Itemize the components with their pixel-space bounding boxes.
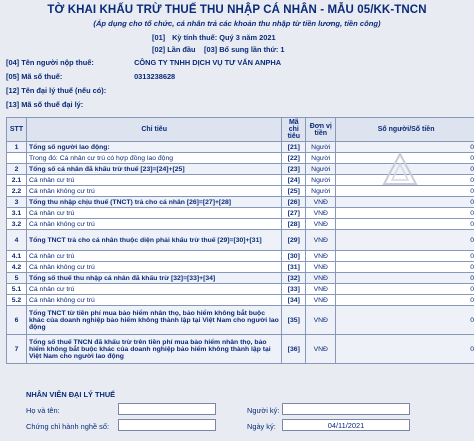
row-stt: 4 [7, 230, 27, 251]
table-row [7, 208, 474, 219]
first-code: [02] [152, 45, 166, 54]
row-code: [26] [282, 197, 306, 208]
row-stt: 4.1 [7, 251, 27, 262]
table-row [7, 230, 474, 251]
agent-tax-id-code: [13] [6, 100, 20, 109]
row-unit: Người [306, 153, 336, 164]
row-stt: 6 [7, 306, 27, 335]
row-indicator: Cá nhân cư trú [26, 284, 281, 295]
row-value-input[interactable]: 0 [336, 197, 474, 208]
first-label: Lần đầu [167, 45, 196, 54]
row-indicator: Cá nhân không cư trú [26, 186, 281, 197]
row-unit: Người [306, 142, 336, 153]
sign-date-input[interactable] [282, 419, 410, 431]
header-value: Số người/Số tiền [336, 118, 474, 142]
row-value-input[interactable]: 0 [336, 142, 474, 153]
row-unit: VNĐ [306, 230, 336, 251]
row-unit: VNĐ [306, 197, 336, 208]
row-value-input[interactable]: 0 [336, 186, 474, 197]
row-code: [24] [282, 175, 306, 186]
row-value-input[interactable]: 0 [336, 219, 474, 230]
row-stt: 4.2 [7, 262, 27, 273]
row-stt: 2.1 [7, 175, 27, 186]
table-row [7, 262, 474, 273]
row-value-input[interactable]: 0 [336, 175, 474, 186]
row-stt: 5.1 [7, 284, 27, 295]
table-row [7, 164, 474, 175]
row-value-input[interactable]: 0 [336, 208, 474, 219]
row-unit: Người [306, 175, 336, 186]
sign-date-value: 04/11/2021 [327, 421, 365, 430]
row-unit: VNĐ [306, 335, 336, 364]
row-indicator: Tổng số thuế TNCN đã khấu trừ trên tiền phí mua bảo hiểm nhân thọ, bảo hiểm không bắt buộc khác của doanh nghiệp bảo hiểm không thành lập tại Việt Nam cho người lao động [26, 335, 281, 364]
row-code: [35] [282, 306, 306, 335]
taxpayer-tax-id-row [6, 72, 175, 81]
first-filing [152, 45, 196, 54]
row-indicator: Cá nhân không cư trú [26, 295, 281, 306]
row-indicator: Tổng số cá nhân đã khấu trừ thuế [23]=[24]+[25] [26, 164, 281, 175]
signer-input[interactable] [282, 403, 410, 415]
row-unit: VNĐ [306, 262, 336, 273]
certificate-label: Chứng chỉ hành nghề số: [26, 422, 110, 431]
agent-name-input[interactable] [118, 403, 216, 415]
row-value-input[interactable]: 0 [336, 262, 474, 273]
row-stt: 3.2 [7, 219, 27, 230]
header-unit: Đơn vị tiền [306, 118, 336, 142]
declaration-table [6, 117, 474, 364]
row-indicator: Tổng số người lao động: [26, 142, 281, 153]
row-code: [23] [282, 164, 306, 175]
row-code: [27] [282, 208, 306, 219]
row-code: [32] [282, 273, 306, 284]
agent-name-label: Tên đại lý thuế (nếu có): [21, 86, 107, 95]
agent-tax-id-label: Mã số thuế đại lý: [21, 100, 84, 109]
row-indicator: Cá nhân cư trú [26, 175, 281, 186]
period-code: [01] [152, 33, 166, 42]
row-value-input[interactable]: 0 [336, 306, 474, 335]
row-stt: 2.2 [7, 186, 27, 197]
row-value-input[interactable]: 0 [336, 251, 474, 262]
row-value-input[interactable]: 0 [336, 295, 474, 306]
signer-label: Người ký: [247, 406, 280, 415]
row-indicator: Cá nhân cư trú [26, 251, 281, 262]
header-indicator: Chỉ tiêu [26, 118, 281, 142]
taxpayer-name-row [6, 58, 281, 67]
agent-name-row [6, 86, 132, 95]
taxpayer-name-label: Tên người nộp thuế: [21, 58, 94, 67]
row-code: [30] [282, 251, 306, 262]
row-unit: VNĐ [306, 219, 336, 230]
row-indicator: Cá nhân không cư trú [26, 219, 281, 230]
table-row [7, 186, 474, 197]
row-value-input[interactable]: 0 [336, 284, 474, 295]
table-row [7, 284, 474, 295]
form-title: TỜ KHAI KHẤU TRỪ THUẾ THU NHẬP CÁ NHÂN - MẪU 05/KK-TNCN [47, 4, 427, 16]
row-code: [25] [282, 186, 306, 197]
taxpayer-tax-id-code: [05] [6, 72, 20, 81]
supp-value: 1 [280, 45, 285, 54]
row-code: [22] [282, 153, 306, 164]
taxpayer-name-code: [04] [6, 58, 20, 67]
period-label: Kỳ tính thuế: Quý 3 năm 2021 [172, 33, 276, 42]
tax-period [152, 33, 276, 42]
row-indicator: Tổng TNCT từ tiền phí mua bảo hiểm nhân thọ, bảo hiểm không bắt buộc khác của doanh nghiệp bảo hiểm không thành lập tại Việt Nam cho người lao động [26, 306, 281, 335]
table-row [7, 295, 474, 306]
row-stt: 7 [7, 335, 27, 364]
row-unit: VNĐ [306, 251, 336, 262]
row-unit: VNĐ [306, 273, 336, 284]
row-value-input[interactable]: 0 [336, 230, 474, 251]
table-row [7, 335, 474, 364]
table-row [7, 306, 474, 335]
agent-name-code: [12] [6, 86, 20, 95]
row-stt: 1 [7, 142, 27, 153]
row-indicator: Trong đó: Cá nhân cư trú có hợp đồng lao động [26, 153, 281, 164]
row-stt: 2 [7, 164, 27, 175]
row-unit: VNĐ [306, 284, 336, 295]
row-unit: VNĐ [306, 306, 336, 335]
taxpayer-tax-id-value: 0313238628 [134, 72, 176, 81]
agent-name-label: Họ và tên: [26, 406, 60, 415]
row-value-input[interactable]: 0 [336, 164, 474, 175]
row-indicator: Cá nhân không cư trú [26, 262, 281, 273]
supp-code: [03] [204, 45, 218, 54]
row-stt: 5 [7, 273, 27, 284]
row-value-input[interactable]: 0 [336, 335, 474, 364]
row-unit: VNĐ [306, 208, 336, 219]
supp-label: Bổ sung lần thứ: [219, 45, 279, 54]
row-stt: 5.2 [7, 295, 27, 306]
row-indicator: Cá nhân cư trú [26, 208, 281, 219]
row-code: [34] [282, 295, 306, 306]
row-unit: VNĐ [306, 295, 336, 306]
row-indicator: Tổng TNCT trả cho cá nhân thuộc diện phải khấu trừ thuế [29]=[30]+[31] [26, 230, 281, 251]
row-indicator: Tổng thu nhập chịu thuế (TNCT) trả cho cá nhân [26]=[27]+[28] [26, 197, 281, 208]
row-unit: Người [306, 164, 336, 175]
row-code: [28] [282, 219, 306, 230]
certificate-input[interactable] [118, 419, 216, 431]
row-indicator: Tổng số thuế thu nhập cá nhân đã khấu trừ [32]=[33]+[34] [26, 273, 281, 284]
table-header-row [7, 118, 474, 142]
row-stt: 3 [7, 197, 27, 208]
row-stt: 3.1 [7, 208, 27, 219]
row-code: [29] [282, 230, 306, 251]
table-row [7, 251, 474, 262]
header-stt: STT [7, 118, 27, 142]
sign-date-label: Ngày ký: [247, 422, 276, 431]
table-row [7, 142, 474, 153]
taxpayer-name-value: CÔNG TY TNHH DỊCH VỤ TƯ VẤN ANPHA [134, 58, 282, 67]
table-row [7, 273, 474, 284]
agent-tax-id-row [6, 100, 132, 109]
table-row [7, 197, 474, 208]
table-row [7, 219, 474, 230]
table-row [7, 153, 474, 164]
form-subtitle: (Áp dụng cho tổ chức, cá nhân trả các khoản thu nhập từ tiền lương, tiền công) [93, 19, 381, 28]
row-code: [21] [282, 142, 306, 153]
row-unit: Người [306, 186, 336, 197]
table-row [7, 175, 474, 186]
row-code: [36] [282, 335, 306, 364]
row-code: [33] [282, 284, 306, 295]
row-code: [31] [282, 262, 306, 273]
taxpayer-tax-id-label: Mã số thuế: [21, 72, 63, 81]
supplement-filing [204, 45, 285, 54]
header-code: Mã chỉ tiêu [282, 118, 306, 142]
row-value-input[interactable]: 0 [336, 273, 474, 284]
row-stt [7, 153, 27, 164]
agent-section-heading: NHÂN VIÊN ĐẠI LÝ THUẾ [26, 390, 116, 399]
row-value-input[interactable]: 0 [336, 153, 474, 164]
